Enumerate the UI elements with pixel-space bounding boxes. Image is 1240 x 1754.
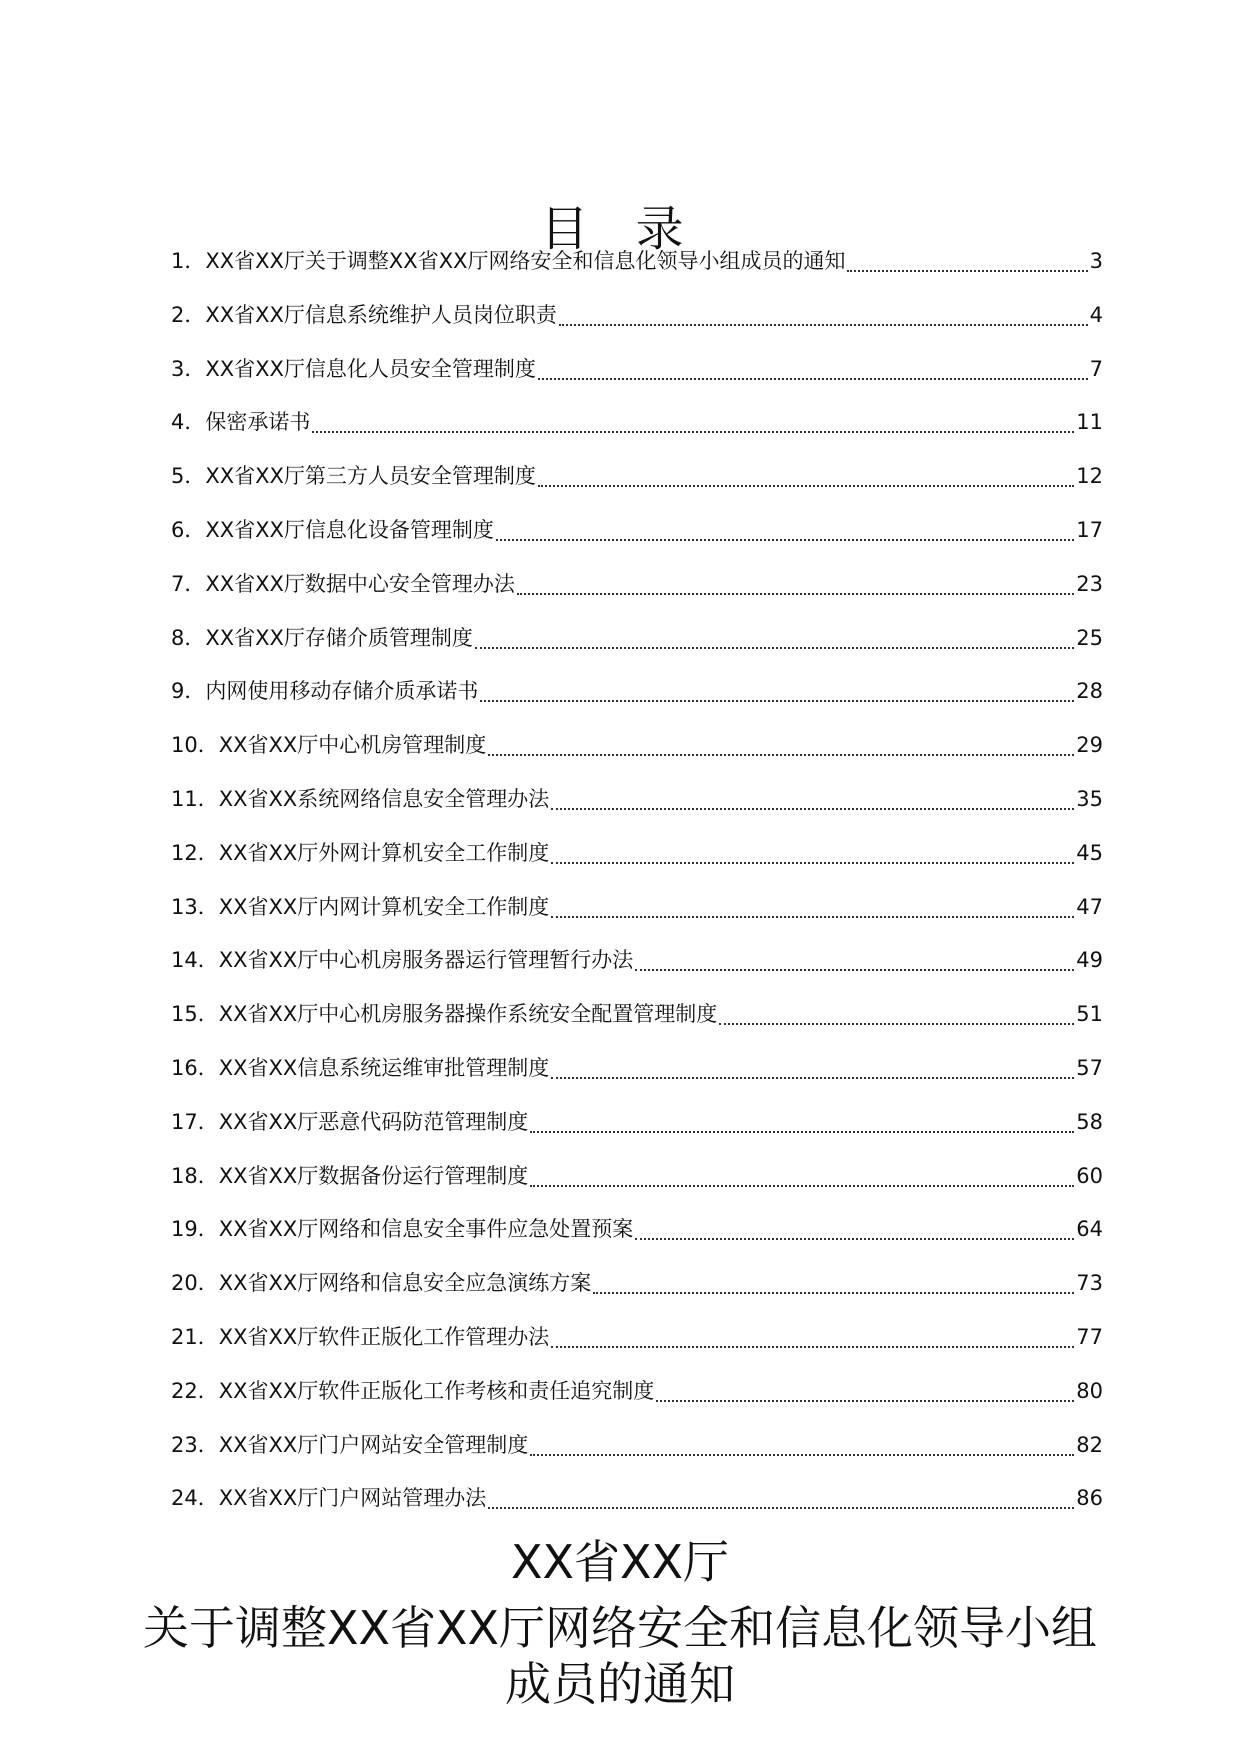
toc-leader-dots xyxy=(559,299,1088,326)
toc-entry-page: 49 xyxy=(1076,948,1103,973)
toc-entry-page: 64 xyxy=(1076,1217,1103,1242)
toc-entry-number: 18． xyxy=(171,1163,219,1188)
toc-entry[interactable] xyxy=(171,514,1103,568)
toc-leader-dots xyxy=(480,675,1074,702)
toc-entry[interactable] xyxy=(171,944,1103,998)
toc-entry[interactable] xyxy=(171,675,1103,729)
toc-entry[interactable] xyxy=(171,1052,1103,1106)
toc-title: 目 录 xyxy=(540,201,700,258)
toc-entry-title: XX省XX厅数据备份运行管理制度 xyxy=(218,1163,529,1188)
toc-entry-page: 7 xyxy=(1089,356,1103,381)
toc-entry-number: 5． xyxy=(171,464,206,489)
toc-entry[interactable] xyxy=(171,622,1103,676)
toc-entry[interactable] xyxy=(171,1321,1103,1375)
toc-leader-dots xyxy=(530,1429,1074,1456)
toc-list xyxy=(171,245,1103,1536)
toc-entry-number: 24． xyxy=(171,1486,219,1511)
toc-entry[interactable] xyxy=(171,837,1103,891)
toc-leader-dots xyxy=(530,1106,1074,1133)
toc-entry-page: 23 xyxy=(1076,571,1103,596)
toc-leader-dots xyxy=(475,622,1074,649)
toc-leader-dots xyxy=(312,406,1074,433)
toc-entry-title: XX省XX厅存储介质管理制度 xyxy=(205,625,473,650)
toc-leader-dots xyxy=(551,837,1074,864)
toc-entry-number: 20． xyxy=(171,1271,219,1296)
toc-entry-number: 8． xyxy=(171,625,206,650)
toc-leader-dots xyxy=(517,568,1074,595)
toc-entry-page: 86 xyxy=(1076,1486,1103,1511)
toc-entry-page: 51 xyxy=(1076,1002,1103,1027)
toc-entry[interactable] xyxy=(171,299,1103,353)
toc-entry-title: XX省XX厅信息化设备管理制度 xyxy=(205,517,494,542)
toc-entry-number: 14． xyxy=(171,948,219,973)
toc-entry-title: XX省XX系统网络信息安全管理办法 xyxy=(218,786,550,811)
toc-entry-number: 9． xyxy=(171,679,206,704)
toc-leader-dots xyxy=(551,1052,1074,1079)
toc-entry[interactable] xyxy=(171,729,1103,783)
toc-entry-title: XX省XX厅门户网站管理办法 xyxy=(218,1486,487,1511)
toc-entry[interactable] xyxy=(171,1267,1103,1321)
toc-entry-title: XX省XX厅内网计算机安全工作制度 xyxy=(218,894,550,919)
toc-entry[interactable] xyxy=(171,891,1103,945)
toc-entry-page: 3 xyxy=(1089,249,1103,273)
toc-entry[interactable] xyxy=(171,1160,1103,1214)
toc-entry-page: 29 xyxy=(1076,733,1103,758)
toc-leader-dots xyxy=(847,245,1087,272)
toc-leader-dots xyxy=(538,353,1088,380)
toc-entry-title: XX省XX厅软件正版化工作管理办法 xyxy=(218,1324,550,1349)
toc-leader-dots xyxy=(488,729,1074,756)
toc-entry-title: XX省XX厅中心机房服务器操作系统安全配置管理制度 xyxy=(218,1002,718,1027)
toc-entry-number: 21． xyxy=(171,1324,219,1349)
toc-entry-number: 12． xyxy=(171,840,219,865)
toc-entry-page: 82 xyxy=(1076,1432,1103,1457)
toc-leader-dots xyxy=(538,460,1074,487)
document-title-heading: 关于调整XX省XX厅网络安全和信息化领导小组成员的通知 xyxy=(142,1601,1098,1711)
toc-entry[interactable] xyxy=(171,1429,1103,1483)
toc-entry[interactable] xyxy=(171,353,1103,407)
toc-entry-title: XX省XX厅软件正版化工作考核和责任追究制度 xyxy=(218,1378,655,1403)
toc-leader-dots xyxy=(593,1267,1074,1294)
toc-entry[interactable] xyxy=(171,1106,1103,1160)
toc-entry-title: XX省XX厅门户网站安全管理制度 xyxy=(218,1432,529,1457)
toc-leader-dots xyxy=(551,891,1074,918)
toc-entry[interactable] xyxy=(171,1375,1103,1429)
toc-entry-page: 11 xyxy=(1076,410,1103,435)
toc-entry-title: XX省XX厅网络和信息安全应急演练方案 xyxy=(218,1271,592,1296)
toc-entry[interactable] xyxy=(171,1213,1103,1267)
toc-entry-page: 17 xyxy=(1076,517,1103,542)
toc-leader-dots xyxy=(488,1482,1074,1509)
toc-entry-title: XX省XX厅中心机房管理制度 xyxy=(218,733,487,758)
toc-entry-title: 内网使用移动存储介质承诺书 xyxy=(205,679,479,704)
toc-entry-page: 35 xyxy=(1076,786,1103,811)
toc-entry-page: 25 xyxy=(1076,625,1103,650)
toc-entry-page: 77 xyxy=(1076,1324,1103,1349)
toc-entry[interactable] xyxy=(171,783,1103,837)
toc-entry-page: 47 xyxy=(1076,894,1103,919)
toc-leader-dots xyxy=(635,1213,1074,1240)
toc-entry-page: 73 xyxy=(1076,1271,1103,1296)
toc-entry-number: 13． xyxy=(171,894,219,919)
toc-leader-dots xyxy=(635,944,1074,971)
toc-entry-number: 7． xyxy=(171,571,206,596)
toc-entry[interactable] xyxy=(171,1482,1103,1536)
document-org-heading: XX省XX厅 xyxy=(510,1535,730,1589)
toc-entry-page: 57 xyxy=(1076,1055,1103,1080)
toc-leader-dots xyxy=(496,514,1074,541)
toc-entry-page: 60 xyxy=(1076,1163,1103,1188)
toc-leader-dots xyxy=(656,1375,1074,1402)
toc-entry[interactable] xyxy=(171,568,1103,622)
toc-entry-title: XX省XX厅关于调整XX省XX厅网络安全和信息化领导小组成员的通知 xyxy=(205,249,846,273)
toc-entry-number: 4． xyxy=(171,410,206,435)
toc-entry-title: XX省XX厅恶意代码防范管理制度 xyxy=(218,1109,529,1134)
toc-entry-title: XX省XX信息系统运维审批管理制度 xyxy=(218,1055,550,1080)
toc-leader-dots xyxy=(530,1160,1074,1187)
toc-entry-number: 19． xyxy=(171,1217,219,1242)
toc-leader-dots xyxy=(551,1321,1074,1348)
toc-entry-number: 11． xyxy=(171,786,219,811)
toc-entry-title: 保密承诺书 xyxy=(205,410,311,435)
toc-entry-page: 58 xyxy=(1076,1109,1103,1134)
toc-entry-title: XX省XX厅第三方人员安全管理制度 xyxy=(205,464,536,489)
toc-entry[interactable] xyxy=(171,406,1103,460)
toc-entry-number: 15． xyxy=(171,1002,219,1027)
toc-entry-number: 6． xyxy=(171,517,206,542)
toc-entry-page: 80 xyxy=(1076,1378,1103,1403)
toc-entry-page: 45 xyxy=(1076,840,1103,865)
toc-entry-page: 28 xyxy=(1076,679,1103,704)
toc-entry-number: 3． xyxy=(171,356,206,381)
toc-entry-title: XX省XX厅网络和信息安全事件应急处置预案 xyxy=(218,1217,634,1242)
toc-entry-page: 4 xyxy=(1089,302,1103,327)
toc-entry[interactable] xyxy=(171,245,1103,299)
toc-entry-number: 16． xyxy=(171,1055,219,1080)
toc-entry-title: XX省XX厅中心机房服务器运行管理暂行办法 xyxy=(218,948,634,973)
toc-entry-title: XX省XX厅信息系统维护人员岗位职责 xyxy=(205,302,557,327)
toc-entry-number: 10． xyxy=(171,733,219,758)
toc-entry-number: 17． xyxy=(171,1109,219,1134)
toc-entry-number: 23． xyxy=(171,1432,219,1457)
toc-entry-number: 2． xyxy=(171,302,206,327)
toc-entry-title: XX省XX厅数据中心安全管理办法 xyxy=(205,571,515,596)
toc-leader-dots xyxy=(719,998,1074,1025)
toc-entry[interactable] xyxy=(171,460,1103,514)
toc-entry-title: XX省XX厅外网计算机安全工作制度 xyxy=(218,840,550,865)
toc-entry-page: 12 xyxy=(1076,464,1103,489)
toc-entry[interactable] xyxy=(171,998,1103,1052)
toc-leader-dots xyxy=(551,783,1074,810)
toc-entry-title: XX省XX厅信息化人员安全管理制度 xyxy=(205,356,536,381)
toc-entry-number: 1． xyxy=(171,249,206,273)
toc-entry-number: 22． xyxy=(171,1378,219,1403)
